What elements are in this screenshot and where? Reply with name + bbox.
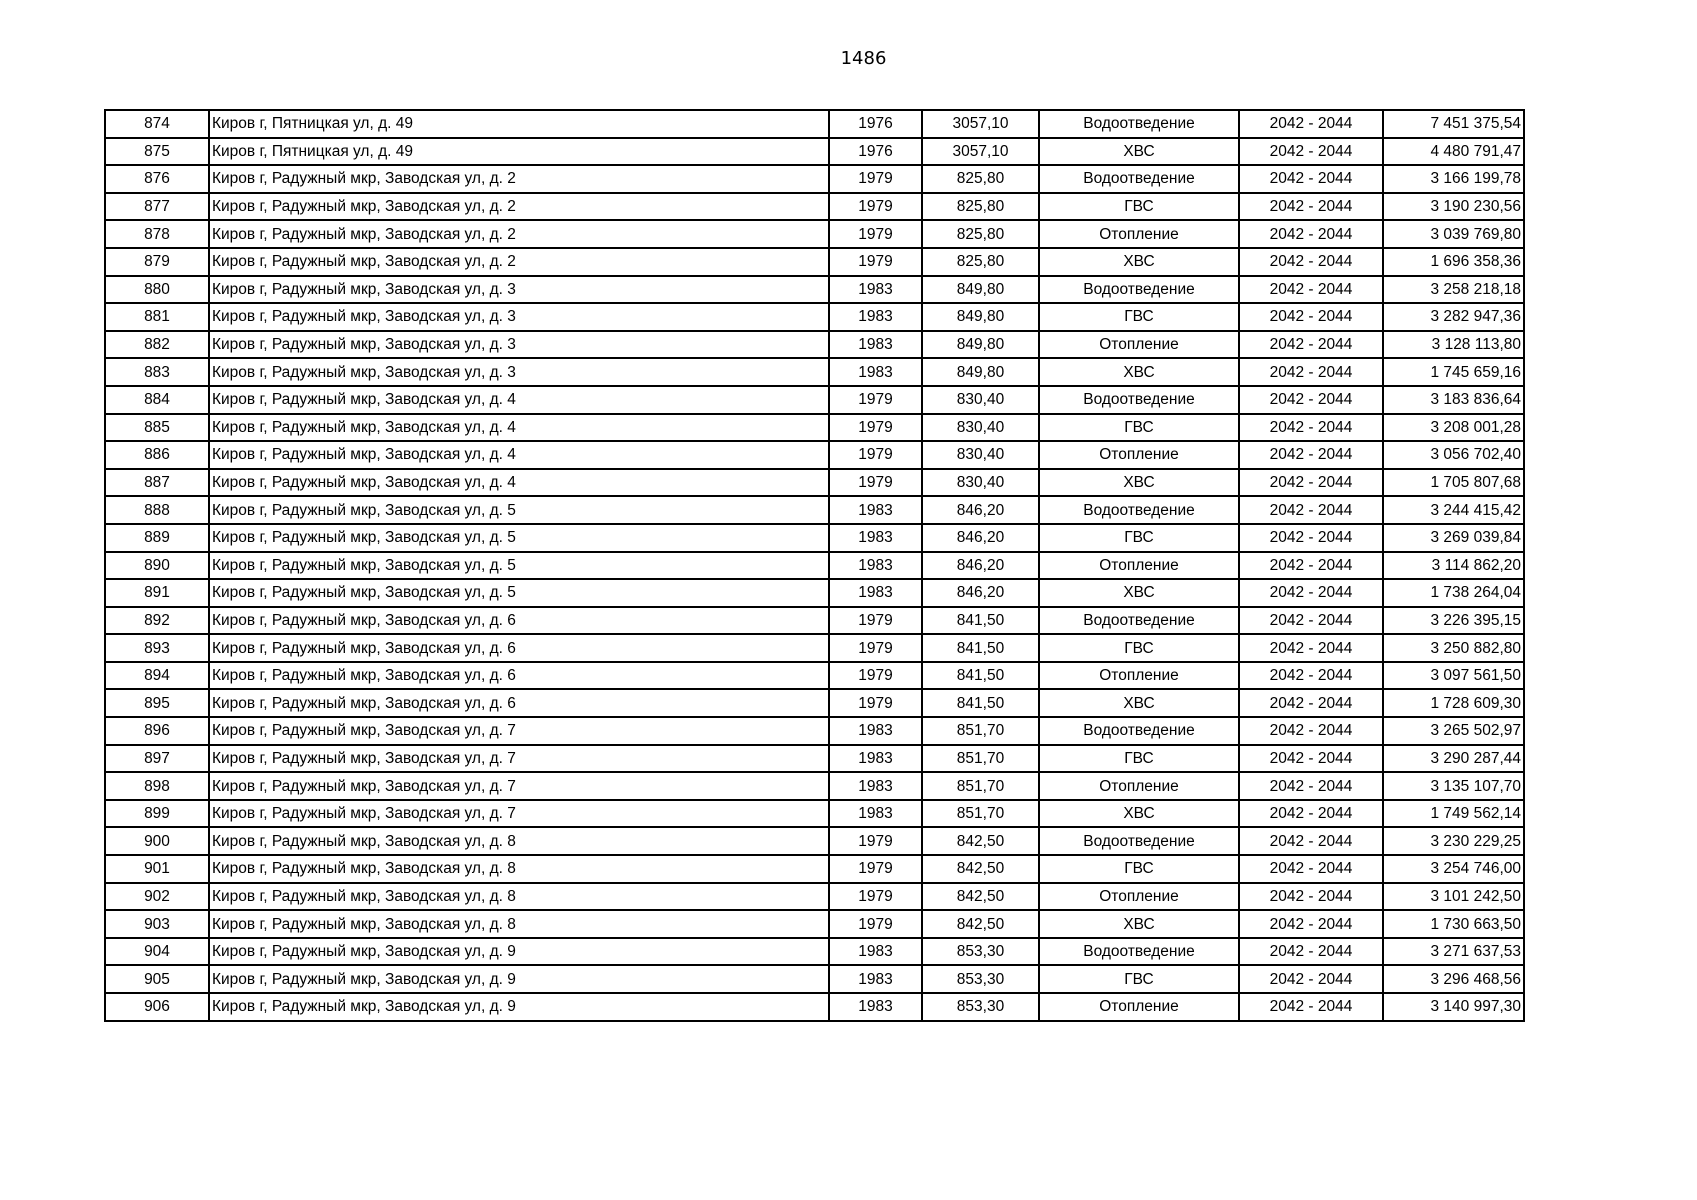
row-number-cell: 888: [105, 496, 209, 524]
row-number-cell: 901: [105, 855, 209, 883]
period-cell: 2042 - 2044: [1239, 993, 1383, 1021]
area-cell: 830,40: [922, 469, 1039, 497]
area-cell: 825,80: [922, 165, 1039, 193]
period-cell: 2042 - 2044: [1239, 800, 1383, 828]
year-cell: 1983: [829, 938, 922, 966]
year-cell: 1979: [829, 193, 922, 221]
period-cell: 2042 - 2044: [1239, 303, 1383, 331]
row-number-cell: 877: [105, 193, 209, 221]
year-cell: 1983: [829, 496, 922, 524]
address-cell: Киров г, Радужный мкр, Заводская ул, д. 4: [209, 469, 829, 497]
year-cell: 1983: [829, 303, 922, 331]
period-cell: 2042 - 2044: [1239, 193, 1383, 221]
table-row: [105, 689, 1524, 717]
cost-cell: 3 056 702,40: [1383, 441, 1524, 469]
address-cell: Киров г, Радужный мкр, Заводская ул, д. 7: [209, 745, 829, 773]
row-number-cell: 904: [105, 938, 209, 966]
period-cell: 2042 - 2044: [1239, 469, 1383, 497]
address-cell: Киров г, Пятницкая ул, д. 49: [209, 138, 829, 166]
area-cell: 851,70: [922, 745, 1039, 773]
service-type-cell: ГВС: [1039, 524, 1239, 552]
service-type-cell: Водоотведение: [1039, 386, 1239, 414]
period-cell: 2042 - 2044: [1239, 965, 1383, 993]
service-type-cell: ГВС: [1039, 745, 1239, 773]
cost-cell: 3 183 836,64: [1383, 386, 1524, 414]
cost-cell: 3 254 746,00: [1383, 855, 1524, 883]
address-cell: Киров г, Радужный мкр, Заводская ул, д. 7: [209, 772, 829, 800]
area-cell: 3057,10: [922, 138, 1039, 166]
area-cell: 842,50: [922, 883, 1039, 911]
period-cell: 2042 - 2044: [1239, 607, 1383, 635]
year-cell: 1983: [829, 993, 922, 1021]
address-cell: Киров г, Радужный мкр, Заводская ул, д. 3: [209, 276, 829, 304]
area-cell: 849,80: [922, 358, 1039, 386]
period-cell: 2042 - 2044: [1239, 165, 1383, 193]
area-cell: 825,80: [922, 220, 1039, 248]
row-number-cell: 874: [105, 110, 209, 138]
period-cell: 2042 - 2044: [1239, 910, 1383, 938]
area-cell: 846,20: [922, 579, 1039, 607]
area-cell: 841,50: [922, 689, 1039, 717]
period-cell: 2042 - 2044: [1239, 827, 1383, 855]
period-cell: 2042 - 2044: [1239, 772, 1383, 800]
address-cell: Киров г, Радужный мкр, Заводская ул, д. 6: [209, 634, 829, 662]
row-number-cell: 883: [105, 358, 209, 386]
cost-cell: 3 166 199,78: [1383, 165, 1524, 193]
table-row: [105, 800, 1524, 828]
address-cell: Киров г, Радужный мкр, Заводская ул, д. 7: [209, 717, 829, 745]
year-cell: 1979: [829, 386, 922, 414]
table-row: [105, 552, 1524, 580]
address-cell: Киров г, Радужный мкр, Заводская ул, д. 5: [209, 579, 829, 607]
cost-cell: 3 114 862,20: [1383, 552, 1524, 580]
year-cell: 1979: [829, 662, 922, 690]
table-row: [105, 855, 1524, 883]
area-cell: 849,80: [922, 276, 1039, 304]
row-number-cell: 899: [105, 800, 209, 828]
area-cell: 851,70: [922, 772, 1039, 800]
row-number-cell: 896: [105, 717, 209, 745]
service-type-cell: ГВС: [1039, 855, 1239, 883]
table-row: [105, 772, 1524, 800]
cost-cell: 7 451 375,54: [1383, 110, 1524, 138]
cost-cell: 1 749 562,14: [1383, 800, 1524, 828]
address-cell: Киров г, Радужный мкр, Заводская ул, д. 6: [209, 662, 829, 690]
row-number-cell: 875: [105, 138, 209, 166]
year-cell: 1979: [829, 165, 922, 193]
area-cell: 846,20: [922, 496, 1039, 524]
table-row: [105, 965, 1524, 993]
row-number-cell: 900: [105, 827, 209, 855]
row-number-cell: 891: [105, 579, 209, 607]
year-cell: 1979: [829, 414, 922, 442]
address-cell: Киров г, Радужный мкр, Заводская ул, д. 8: [209, 883, 829, 911]
period-cell: 2042 - 2044: [1239, 662, 1383, 690]
row-number-cell: 879: [105, 248, 209, 276]
period-cell: 2042 - 2044: [1239, 496, 1383, 524]
service-type-cell: ХВС: [1039, 358, 1239, 386]
table-row: [105, 579, 1524, 607]
year-cell: 1983: [829, 800, 922, 828]
address-cell: Киров г, Радужный мкр, Заводская ул, д. 2: [209, 165, 829, 193]
cost-cell: 3 296 468,56: [1383, 965, 1524, 993]
service-type-cell: ХВС: [1039, 800, 1239, 828]
row-number-cell: 890: [105, 552, 209, 580]
row-number-cell: 905: [105, 965, 209, 993]
address-cell: Киров г, Радужный мкр, Заводская ул, д. 2: [209, 248, 829, 276]
row-number-cell: 902: [105, 883, 209, 911]
year-cell: 1983: [829, 965, 922, 993]
table-row: [105, 248, 1524, 276]
service-type-cell: ГВС: [1039, 634, 1239, 662]
year-cell: 1983: [829, 745, 922, 773]
year-cell: 1983: [829, 524, 922, 552]
cost-cell: 3 271 637,53: [1383, 938, 1524, 966]
area-cell: 830,40: [922, 441, 1039, 469]
table-row: [105, 276, 1524, 304]
year-cell: 1979: [829, 220, 922, 248]
row-number-cell: 893: [105, 634, 209, 662]
area-cell: 846,20: [922, 524, 1039, 552]
area-cell: 853,30: [922, 993, 1039, 1021]
area-cell: 841,50: [922, 662, 1039, 690]
period-cell: 2042 - 2044: [1239, 524, 1383, 552]
page-number: 1486: [840, 48, 887, 69]
service-type-cell: ГВС: [1039, 965, 1239, 993]
service-type-cell: Отопление: [1039, 662, 1239, 690]
year-cell: 1983: [829, 358, 922, 386]
service-type-cell: Водоотведение: [1039, 938, 1239, 966]
table-row: [105, 827, 1524, 855]
table-row: [105, 717, 1524, 745]
table-row: [105, 193, 1524, 221]
row-number-cell: 898: [105, 772, 209, 800]
year-cell: 1976: [829, 110, 922, 138]
row-number-cell: 882: [105, 331, 209, 359]
service-type-cell: Отопление: [1039, 441, 1239, 469]
address-cell: Киров г, Радужный мкр, Заводская ул, д. 6: [209, 607, 829, 635]
cost-cell: 3 230 229,25: [1383, 827, 1524, 855]
address-cell: Киров г, Радужный мкр, Заводская ул, д. 8: [209, 910, 829, 938]
period-cell: 2042 - 2044: [1239, 331, 1383, 359]
cost-cell: 3 135 107,70: [1383, 772, 1524, 800]
table-row: [105, 910, 1524, 938]
service-type-cell: ХВС: [1039, 689, 1239, 717]
area-cell: 849,80: [922, 331, 1039, 359]
year-cell: 1979: [829, 441, 922, 469]
area-cell: 853,30: [922, 965, 1039, 993]
address-cell: Киров г, Радужный мкр, Заводская ул, д. 3: [209, 358, 829, 386]
address-cell: Киров г, Радужный мкр, Заводская ул, д. 8: [209, 827, 829, 855]
year-cell: 1983: [829, 579, 922, 607]
period-cell: 2042 - 2044: [1239, 441, 1383, 469]
period-cell: 2042 - 2044: [1239, 938, 1383, 966]
period-cell: 2042 - 2044: [1239, 248, 1383, 276]
service-type-cell: ХВС: [1039, 248, 1239, 276]
table-row: [105, 745, 1524, 773]
table-row: [105, 358, 1524, 386]
year-cell: 1979: [829, 248, 922, 276]
address-cell: Киров г, Радужный мкр, Заводская ул, д. 5: [209, 552, 829, 580]
period-cell: 2042 - 2044: [1239, 717, 1383, 745]
year-cell: 1976: [829, 138, 922, 166]
service-type-cell: Отопление: [1039, 772, 1239, 800]
service-type-cell: ХВС: [1039, 138, 1239, 166]
address-cell: Киров г, Радужный мкр, Заводская ул, д. 2: [209, 220, 829, 248]
service-type-cell: ГВС: [1039, 414, 1239, 442]
table-row: [105, 634, 1524, 662]
year-cell: 1979: [829, 607, 922, 635]
cost-cell: 1 728 609,30: [1383, 689, 1524, 717]
service-type-cell: ХВС: [1039, 579, 1239, 607]
period-cell: 2042 - 2044: [1239, 414, 1383, 442]
row-number-cell: 894: [105, 662, 209, 690]
year-cell: 1979: [829, 689, 922, 717]
period-cell: 2042 - 2044: [1239, 745, 1383, 773]
address-cell: Киров г, Радужный мкр, Заводская ул, д. 7: [209, 800, 829, 828]
cost-cell: 3 250 882,80: [1383, 634, 1524, 662]
row-number-cell: 887: [105, 469, 209, 497]
year-cell: 1979: [829, 827, 922, 855]
service-type-cell: Отопление: [1039, 883, 1239, 911]
table-row: [105, 607, 1524, 635]
period-cell: 2042 - 2044: [1239, 138, 1383, 166]
row-number-cell: 881: [105, 303, 209, 331]
cost-cell: 4 480 791,47: [1383, 138, 1524, 166]
row-number-cell: 876: [105, 165, 209, 193]
cost-cell: 3 265 502,97: [1383, 717, 1524, 745]
table-row: [105, 441, 1524, 469]
service-type-cell: Отопление: [1039, 993, 1239, 1021]
table-row: [105, 386, 1524, 414]
cost-cell: 3 097 561,50: [1383, 662, 1524, 690]
cost-cell: 3 039 769,80: [1383, 220, 1524, 248]
row-number-cell: 892: [105, 607, 209, 635]
cost-cell: 3 226 395,15: [1383, 607, 1524, 635]
period-cell: 2042 - 2044: [1239, 386, 1383, 414]
period-cell: 2042 - 2044: [1239, 634, 1383, 662]
table-row: [105, 110, 1524, 138]
service-type-cell: Водоотведение: [1039, 165, 1239, 193]
service-type-cell: Водоотведение: [1039, 827, 1239, 855]
period-cell: 2042 - 2044: [1239, 276, 1383, 304]
address-cell: Киров г, Радужный мкр, Заводская ул, д. 5: [209, 496, 829, 524]
year-cell: 1983: [829, 552, 922, 580]
address-cell: Киров г, Пятницкая ул, д. 49: [209, 110, 829, 138]
service-type-cell: Отопление: [1039, 331, 1239, 359]
row-number-cell: 886: [105, 441, 209, 469]
row-number-cell: 885: [105, 414, 209, 442]
address-cell: Киров г, Радужный мкр, Заводская ул, д. 3: [209, 303, 829, 331]
table-row: [105, 524, 1524, 552]
area-cell: 851,70: [922, 717, 1039, 745]
area-cell: 851,70: [922, 800, 1039, 828]
table-row: [105, 165, 1524, 193]
area-cell: 825,80: [922, 193, 1039, 221]
table-row: [105, 303, 1524, 331]
registry-table: [104, 109, 1525, 1022]
cost-cell: 3 190 230,56: [1383, 193, 1524, 221]
year-cell: 1979: [829, 883, 922, 911]
registry-table-body: [105, 110, 1524, 1021]
year-cell: 1979: [829, 855, 922, 883]
period-cell: 2042 - 2044: [1239, 110, 1383, 138]
cost-cell: 3 208 001,28: [1383, 414, 1524, 442]
area-cell: 849,80: [922, 303, 1039, 331]
table-row: [105, 496, 1524, 524]
row-number-cell: 878: [105, 220, 209, 248]
area-cell: 3057,10: [922, 110, 1039, 138]
service-type-cell: Водоотведение: [1039, 276, 1239, 304]
area-cell: 830,40: [922, 386, 1039, 414]
cost-cell: 3 244 415,42: [1383, 496, 1524, 524]
cost-cell: 3 258 218,18: [1383, 276, 1524, 304]
service-type-cell: Водоотведение: [1039, 496, 1239, 524]
cost-cell: 1 738 264,04: [1383, 579, 1524, 607]
table-row: [105, 662, 1524, 690]
cost-cell: 1 730 663,50: [1383, 910, 1524, 938]
period-cell: 2042 - 2044: [1239, 689, 1383, 717]
address-cell: Киров г, Радужный мкр, Заводская ул, д. 9: [209, 938, 829, 966]
area-cell: 842,50: [922, 827, 1039, 855]
row-number-cell: 889: [105, 524, 209, 552]
cost-cell: 3 128 113,80: [1383, 331, 1524, 359]
address-cell: Киров г, Радужный мкр, Заводская ул, д. 5: [209, 524, 829, 552]
address-cell: Киров г, Радужный мкр, Заводская ул, д. 3: [209, 331, 829, 359]
row-number-cell: 906: [105, 993, 209, 1021]
period-cell: 2042 - 2044: [1239, 579, 1383, 607]
address-cell: Киров г, Радужный мкр, Заводская ул, д. 2: [209, 193, 829, 221]
table-row: [105, 331, 1524, 359]
cost-cell: 3 282 947,36: [1383, 303, 1524, 331]
service-type-cell: Водоотведение: [1039, 717, 1239, 745]
table-row: [105, 993, 1524, 1021]
service-type-cell: ГВС: [1039, 193, 1239, 221]
year-cell: 1979: [829, 469, 922, 497]
service-type-cell: Водоотведение: [1039, 110, 1239, 138]
cost-cell: 3 290 287,44: [1383, 745, 1524, 773]
year-cell: 1979: [829, 634, 922, 662]
service-type-cell: Отопление: [1039, 220, 1239, 248]
year-cell: 1979: [829, 910, 922, 938]
year-cell: 1983: [829, 772, 922, 800]
service-type-cell: ХВС: [1039, 910, 1239, 938]
area-cell: 841,50: [922, 634, 1039, 662]
cost-cell: 1 745 659,16: [1383, 358, 1524, 386]
address-cell: Киров г, Радужный мкр, Заводская ул, д. 4: [209, 441, 829, 469]
service-type-cell: Отопление: [1039, 552, 1239, 580]
area-cell: 841,50: [922, 607, 1039, 635]
address-cell: Киров г, Радужный мкр, Заводская ул, д. 9: [209, 993, 829, 1021]
cost-cell: 3 101 242,50: [1383, 883, 1524, 911]
address-cell: Киров г, Радужный мкр, Заводская ул, д. 4: [209, 414, 829, 442]
year-cell: 1983: [829, 276, 922, 304]
address-cell: Киров г, Радужный мкр, Заводская ул, д. 8: [209, 855, 829, 883]
table-row: [105, 469, 1524, 497]
cost-cell: 3 140 997,30: [1383, 993, 1524, 1021]
area-cell: 846,20: [922, 552, 1039, 580]
area-cell: 842,50: [922, 910, 1039, 938]
row-number-cell: 895: [105, 689, 209, 717]
address-cell: Киров г, Радужный мкр, Заводская ул, д. 4: [209, 386, 829, 414]
table-row: [105, 414, 1524, 442]
cost-cell: 1 705 807,68: [1383, 469, 1524, 497]
service-type-cell: ХВС: [1039, 469, 1239, 497]
period-cell: 2042 - 2044: [1239, 855, 1383, 883]
period-cell: 2042 - 2044: [1239, 552, 1383, 580]
address-cell: Киров г, Радужный мкр, Заводская ул, д. 9: [209, 965, 829, 993]
year-cell: 1983: [829, 717, 922, 745]
area-cell: 830,40: [922, 414, 1039, 442]
period-cell: 2042 - 2044: [1239, 358, 1383, 386]
area-cell: 842,50: [922, 855, 1039, 883]
row-number-cell: 880: [105, 276, 209, 304]
row-number-cell: 884: [105, 386, 209, 414]
table-row: [105, 220, 1524, 248]
address-cell: Киров г, Радужный мкр, Заводская ул, д. 6: [209, 689, 829, 717]
area-cell: 853,30: [922, 938, 1039, 966]
row-number-cell: 903: [105, 910, 209, 938]
row-number-cell: 897: [105, 745, 209, 773]
table-row: [105, 883, 1524, 911]
area-cell: 825,80: [922, 248, 1039, 276]
cost-cell: 3 269 039,84: [1383, 524, 1524, 552]
service-type-cell: ГВС: [1039, 303, 1239, 331]
period-cell: 2042 - 2044: [1239, 883, 1383, 911]
table-row: [105, 938, 1524, 966]
year-cell: 1983: [829, 331, 922, 359]
period-cell: 2042 - 2044: [1239, 220, 1383, 248]
table-row: [105, 138, 1524, 166]
cost-cell: 1 696 358,36: [1383, 248, 1524, 276]
service-type-cell: Водоотведение: [1039, 607, 1239, 635]
